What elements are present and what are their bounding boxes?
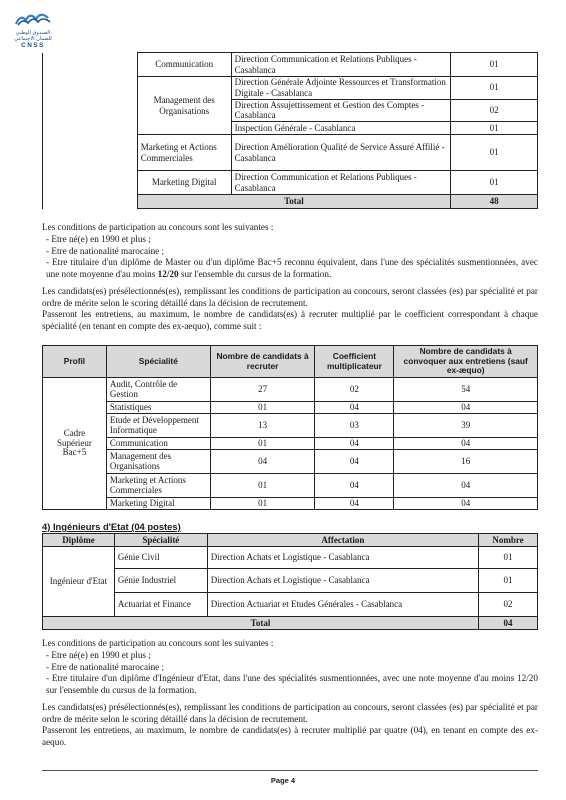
- nombre-cell: 01: [210, 474, 315, 498]
- coef-cell: 04: [315, 498, 394, 510]
- condition-diplome: - Etre titulaire d'un diplôme d'Ingénieur d'Etat, dans l'une des spécialités susmentionnées, avec une note moyenne d'au moins 12/20 sur l'ensemble du cursus de la formation.: [46, 673, 538, 696]
- header-coefficient: Coefficient multiplicateur: [315, 346, 394, 378]
- specialite-cell: Génie Civil: [114, 547, 207, 569]
- coef-cell: 04: [315, 402, 394, 414]
- convoquer-cell: 04: [394, 498, 538, 510]
- specialite-cell: Etude et Développement Informatique: [106, 414, 210, 438]
- affectation-cell: Direction Générale Adjointe Ressources et Transformation Digitale - Casablanca: [231, 77, 451, 100]
- logo-brand-text: CNSS: [21, 42, 45, 50]
- condition-nationalite: - Etre de nationalité marocaine ;: [46, 245, 165, 256]
- nombre-cell: 01: [479, 569, 538, 593]
- specialite-cell: Marketing et Actions Commerciales: [137, 135, 231, 171]
- coef-cell: 04: [315, 450, 394, 474]
- specialite-cell: Génie Industriel: [114, 569, 207, 593]
- condition-age: - Etre né(e) en 1990 et plus ;: [46, 233, 151, 244]
- nombre-cell: 01: [451, 135, 538, 171]
- condition-diplome-end: sur l'ensemble du cursus de la formation.: [178, 269, 332, 280]
- specialite-cell: Marketing Digital: [106, 498, 210, 510]
- table-header-row: [43, 346, 538, 378]
- total-label: Total: [137, 195, 450, 209]
- specialite-cell: Communication: [106, 438, 210, 450]
- table-coefficients: [42, 345, 538, 510]
- nombre-cell: 01: [451, 53, 538, 77]
- nombre-cell: 01: [451, 171, 538, 195]
- diplome-cell: Ingénieur d'Etat: [43, 547, 115, 617]
- convoquer-cell: 54: [394, 378, 538, 402]
- condition-note: 12/20: [157, 269, 179, 280]
- conditions-block-2: [42, 638, 538, 749]
- header-convoquer: Nombre de candidats à convoquer aux entretiens (sauf ex-æquo): [394, 346, 538, 378]
- affectation-cell: Direction Achats et Logistique - Casablanca: [207, 569, 478, 593]
- affectation-cell: Direction Assujettissement et Gestion des Comptes - Casablanca: [231, 99, 451, 122]
- convoquer-cell: 04: [394, 402, 538, 414]
- nombre-cell: 04: [210, 450, 315, 474]
- conditions-intro: Les conditions de participation au concours sont les suivantes :: [42, 222, 274, 232]
- profil-cell: [43, 53, 138, 209]
- total-value: 04: [479, 617, 538, 630]
- entretien-paragraph: Passeront les entretiens, au maximum, le nombre de candidats(es) à recruter multiplié par le coefficient correspondant à chaque spécialité (en tenant en compte des ex-aequo), comme suit :: [42, 309, 538, 332]
- convoquer-cell: 04: [394, 474, 538, 498]
- specialite-cell: Statistiques: [106, 402, 210, 414]
- cnss-logo: [14, 10, 52, 50]
- table-ingenieurs: [42, 533, 538, 630]
- specialite-cell: Marketing et Actions Commerciales: [106, 474, 210, 498]
- conditions-intro: Les conditions de participation au concours sont les suivantes :: [42, 638, 274, 648]
- nombre-cell: 01: [210, 402, 315, 414]
- specialite-cell: Management des Organisations: [137, 77, 231, 135]
- table-row: [43, 498, 538, 510]
- specialite-cell: Communication: [137, 53, 231, 77]
- specialite-cell: Actuariat et Finance: [114, 593, 207, 617]
- coef-cell: 02: [315, 378, 394, 402]
- table-row: [43, 378, 538, 402]
- specialite-cell: Management des Organisations: [106, 450, 210, 474]
- conditions-block-1: [42, 222, 538, 333]
- convoquer-cell: 16: [394, 450, 538, 474]
- profil-cell: Cadre Supérieur Bac+5: [43, 378, 107, 510]
- nombre-cell: 27: [210, 378, 315, 402]
- coef-cell: 03: [315, 414, 394, 438]
- cnss-logo-mark: [14, 10, 52, 26]
- entretien-paragraph: Passeront les entretiens, au maximum, le nombre de candidats(es) à recruter multiplié par quatre (04), en tenant en compte des ex-aequo.: [42, 725, 538, 748]
- table-header-row: [43, 534, 538, 547]
- affectation-cell: Direction Communication et Relations Publiques - Casablanca: [231, 53, 451, 77]
- table-row: [43, 402, 538, 414]
- nombre-cell: 01: [210, 438, 315, 450]
- table-row: [43, 450, 538, 474]
- header-profil: Profil: [43, 346, 107, 378]
- nombre-cell: 01: [451, 122, 538, 135]
- table-row: [43, 569, 538, 593]
- header-specialite: Spécialité: [106, 346, 210, 378]
- table-row: [43, 547, 538, 569]
- table-cadres-continuation: [42, 52, 538, 209]
- specialite-cell: Audit, Contrôle de Gestion: [106, 378, 210, 402]
- table-row: [43, 53, 538, 77]
- header-specialite: Spécialité: [114, 534, 207, 547]
- nombre-cell: 13: [210, 414, 315, 438]
- header-nombre: Nombre de candidats à recruter: [210, 346, 315, 378]
- table-row: [43, 474, 538, 498]
- page-number: Page 4: [270, 776, 296, 785]
- footer-divider: [42, 770, 538, 771]
- header-diplome: Diplôme: [43, 534, 115, 547]
- convoquer-cell: 04: [394, 438, 538, 450]
- logo-arabic-text: الصندوق الوطني للضمان الاجتماعي: [14, 30, 52, 43]
- selection-paragraph: Les candidats(es) présélectionnés(es), remplissant les conditions de participation au concours, seront classées (es) par spécialité et par ordre de mérite selon le scoring détaillé dans la décision de recrutement.: [42, 285, 538, 308]
- condition-diplome-text: - Etre titulaire d'un diplôme de Master ou d'un diplôme Bac+5 reconnu équivalent, dans l'une des spécialités susmentionnées, avec une note moyenne d'au moins: [46, 257, 538, 280]
- table-row: [43, 414, 538, 438]
- coef-cell: 04: [315, 438, 394, 450]
- section-title-ingenieurs: 4) Ingénieurs d'Etat (04 postes): [42, 521, 181, 532]
- condition-nationalite: - Etre de nationalité marocaine ;: [46, 661, 165, 672]
- total-value: 48: [451, 195, 538, 209]
- affectation-cell: Direction Amélioration Qualité de Service Assuré Affilié - Casablanca: [231, 135, 451, 171]
- nombre-cell: 01: [479, 547, 538, 569]
- specialite-cell: Marketing Digital: [137, 171, 231, 195]
- header-nombre: Nombre: [479, 534, 538, 547]
- header-affectation: Affectation: [207, 534, 478, 547]
- total-label: Total: [43, 617, 479, 630]
- nombre-cell: 01: [210, 498, 315, 510]
- table-total-row: [43, 617, 538, 630]
- nombre-cell: 01: [451, 77, 538, 100]
- affectation-cell: Direction Communication et Relations Publiques - Casablanca: [231, 171, 451, 195]
- nombre-cell: 02: [451, 99, 538, 122]
- affectation-cell: Direction Actuariat et Etudes Générales - Casablanca: [207, 593, 478, 617]
- condition-age: - Etre né(e) en 1990 et plus ;: [46, 649, 151, 660]
- selection-paragraph: Les candidats(es) présélectionnés(es), remplissant les conditions de participation au concours, seront classées (es) par spécialité et par ordre de mérite selon le scoring détaillé dans la décision de recrutement.: [42, 701, 538, 724]
- coef-cell: 04: [315, 474, 394, 498]
- affectation-cell: Inspection Générale - Casablanca: [231, 122, 451, 135]
- table-row: [43, 438, 538, 450]
- table-row: [43, 593, 538, 617]
- nombre-cell: 02: [479, 593, 538, 617]
- condition-diplome: [42, 257, 538, 281]
- affectation-cell: Direction Achats et Logistique - Casablanca: [207, 547, 478, 569]
- convoquer-cell: 39: [394, 414, 538, 438]
